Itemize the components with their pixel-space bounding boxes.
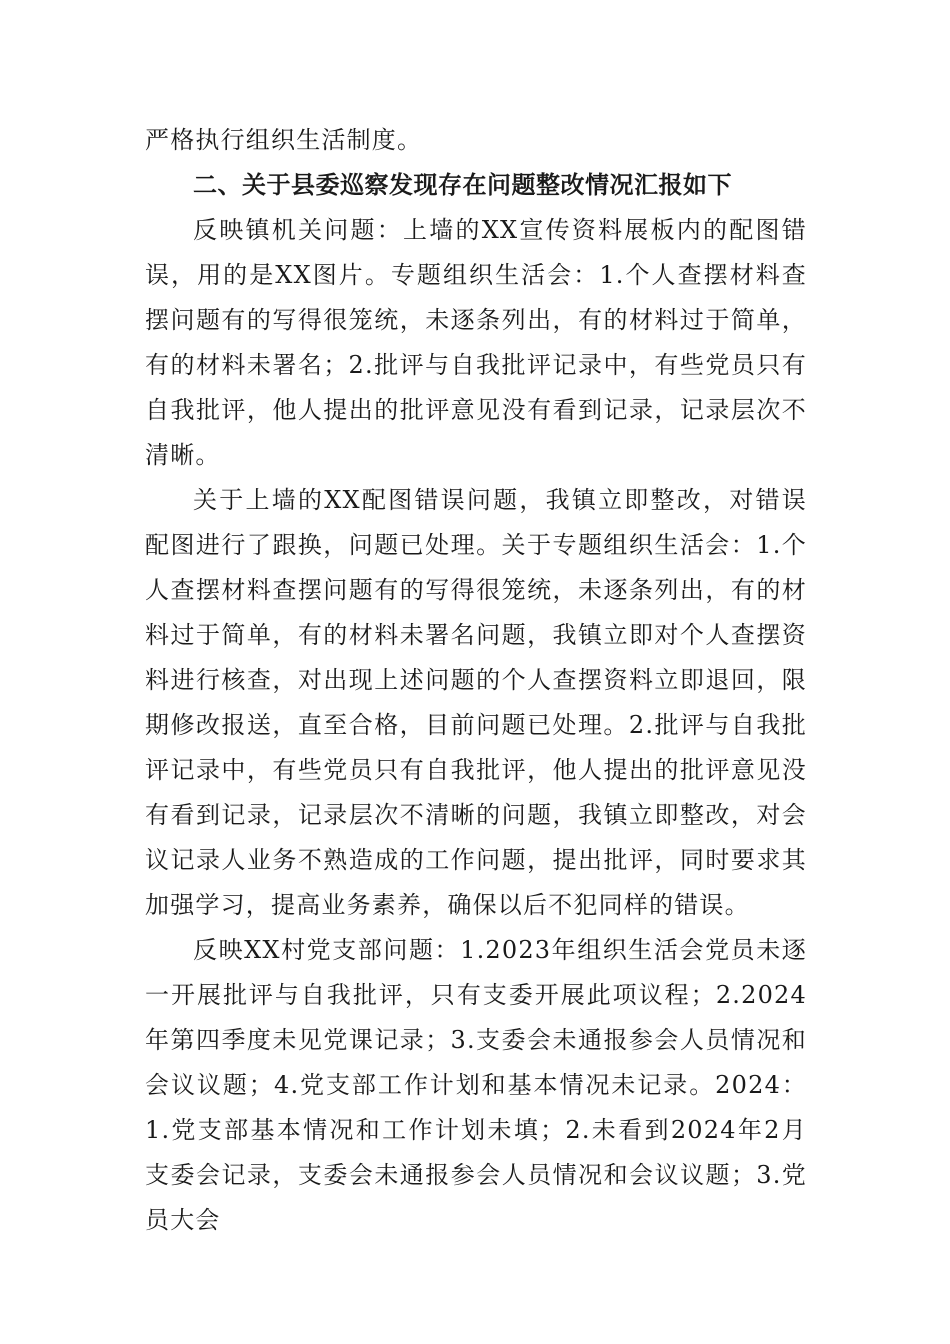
section-heading: 二、关于县委巡察发现存在问题整改情况汇报如下 xyxy=(193,171,732,199)
document-body xyxy=(145,118,807,1243)
paragraph-village-issues: 反映XX村党支部问题：1.2023年组织生活会党员未逐一开展批评与自我批评，只有支委开展此项议程；2.2024年第四季度未见党课记录；3.支委会未通报参会人员情况和会议议题；4.党支部工作计划和基本情况未记录。2024：1.党支部基本情况和工作计划未填；2.未看到2024年2月支委会记录，支委会未通报参会人员情况和会议议题；3.党员大会 xyxy=(145,936,807,1234)
paragraph-continuation: 严格执行组织生活制度。 xyxy=(145,126,423,154)
paragraph-town-rectification: 关于上墙的XX配图错误问题，我镇立即整改，对错误配图进行了跟换，问题已处理。关于专题组织生活会：1.个人查摆材料查摆问题有的写得很笼统，未逐条列出，有的材料过于简单，有的材料未署名问题，我镇立即对个人查摆资料进行核查，对出现上述问题的个人查摆资料立即退回，限期修改报送，直至合格，目前问题已处理。2.批评与自我批评记录中，有些党员只有自我批评，他人提出的批评意见没有看到记录，记录层次不清晰的问题，我镇立即整改，对会议记录人业务不熟造成的工作问题，提出批评，同时要求其加强学习，提高业务素养，确保以后不犯同样的错误。 xyxy=(145,486,807,919)
paragraph-town-issues: 反映镇机关问题：上墙的XX宣传资料展板内的配图错误，用的是XX图片。专题组织生活会：1.个人查摆材料查摆问题有的写得很笼统，未逐条列出，有的材料过于简单，有的材料未署名；2.批评与自我批评记录中，有些党员只有自我批评，他人提出的批评意见没有看到记录，记录层次不清晰。 xyxy=(145,216,807,469)
